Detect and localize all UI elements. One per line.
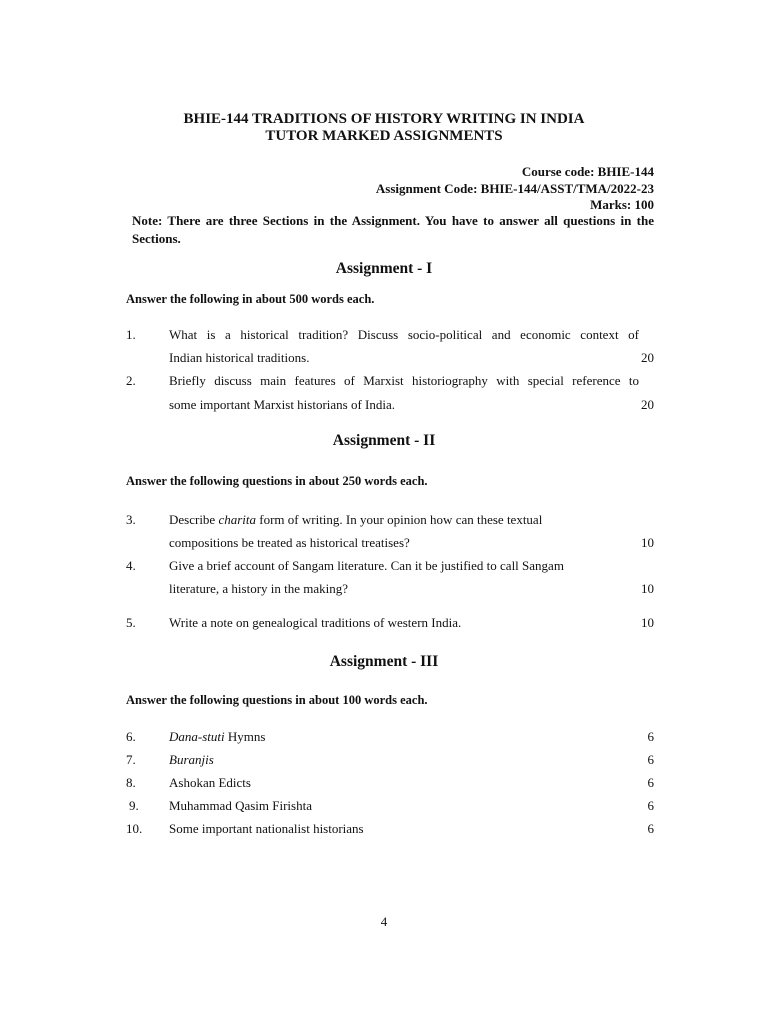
document-title: BHIE-144 TRADITIONS OF HISTORY WRITING IN INDIA xyxy=(183,111,585,127)
section-heading-3: Assignment - III xyxy=(329,653,439,670)
total-marks: Marks: 100 xyxy=(590,197,654,212)
question-text-cont: literature, a history in the making? xyxy=(169,581,349,596)
question-number: 5. xyxy=(126,615,136,630)
question-text: Dana-stuti Hymns xyxy=(169,729,266,744)
question-number: 7. xyxy=(126,752,136,767)
question-text-cont: compositions be treated as historical treatises? xyxy=(169,535,410,550)
question-number: 8. xyxy=(126,775,136,790)
assignment-code: Assignment Code: BHIE-144/ASST/TMA/2022-23 xyxy=(375,181,654,196)
question-marks: 10 xyxy=(641,615,654,630)
question-number: 6. xyxy=(126,729,136,744)
question-number: 10. xyxy=(126,821,143,836)
question-marks: 6 xyxy=(647,798,654,813)
question-text: Muhammad Qasim Firishta xyxy=(169,798,312,813)
question-marks: 6 xyxy=(647,729,654,744)
question-text: Describe charita form of writing. In your opinion how can these textual xyxy=(169,512,543,527)
question-number: 2. xyxy=(126,373,136,388)
question-text: What is a historical tradition? Discuss socio-political and economic context of xyxy=(169,327,639,342)
section-instruction-1: Answer the following in about 500 words each. xyxy=(126,292,375,306)
section-heading-2: Assignment - II xyxy=(332,432,436,449)
question-text: Ashokan Edicts xyxy=(169,775,251,790)
document-subtitle: TUTOR MARKED ASSIGNMENTS xyxy=(265,128,503,144)
question-text: Briefly discuss main features of Marxist historiography with special reference to xyxy=(169,373,639,388)
question-number: 1. xyxy=(126,327,136,342)
question-number: 3. xyxy=(126,512,136,527)
course-code: Course code: BHIE-144 xyxy=(521,164,654,179)
question-marks: 20 xyxy=(641,397,654,412)
question-marks: 6 xyxy=(647,775,654,790)
question-number: 4. xyxy=(126,558,136,573)
question-text: Some important nationalist historians xyxy=(169,821,364,836)
page-number: 4 xyxy=(380,914,388,929)
assignment-note: Note: There are three Sections in the Assignment. You have to answer all questions in the Sections. xyxy=(132,213,654,246)
question-number: 9. xyxy=(129,798,139,813)
question-text: Write a note on genealogical traditions of western India. xyxy=(169,615,462,630)
question-marks: 6 xyxy=(647,752,654,767)
question-text: Buranjis xyxy=(169,752,214,767)
question-text-cont: some important Marxist historians of India. xyxy=(169,397,396,412)
section-instruction-2: Answer the following questions in about 250 words each. xyxy=(126,474,428,488)
question-marks: 10 xyxy=(641,581,654,596)
question-marks: 6 xyxy=(647,821,654,836)
question-text-cont: Indian historical traditions. xyxy=(169,350,310,365)
question-marks: 10 xyxy=(641,535,654,550)
question-marks: 20 xyxy=(641,350,654,365)
question-text: Give a brief account of Sangam literature. Can it be justified to call Sangam xyxy=(169,558,564,573)
section-instruction-3: Answer the following questions in about 100 words each. xyxy=(126,693,428,707)
section-heading-1: Assignment - I xyxy=(335,260,433,277)
